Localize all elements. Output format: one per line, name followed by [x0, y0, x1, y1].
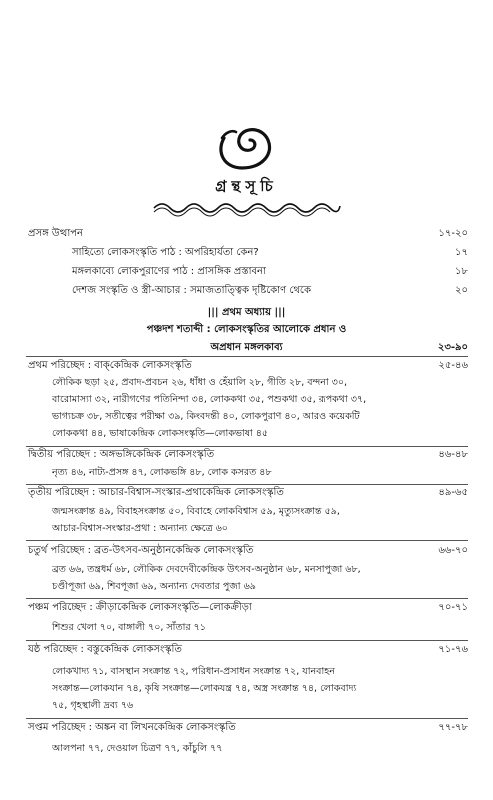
contents-line: জন্মসংক্রান্ত ৪৯, বিবাহসংক্রান্ত ৫০, বিবাহে লোকবিশ্বাস ৫৯, মৃত্যুসংক্রান্ত ৫৯,: [52, 506, 340, 517]
part-title: ||| প্রথম অধ্যায় |||: [207, 307, 286, 318]
part-subtitle-text: অপ্রধান মঙ্গলকাব্য: [210, 342, 283, 353]
chapter-contents: [52, 561, 418, 595]
chapter-title: চতুর্থ পরিচ্ছেদ : ব্রত-উৎসব-অনুষ্ঠানকেন্দ্রিক লোকসংস্কৃতি: [28, 545, 254, 556]
divider: [26, 598, 468, 599]
divider: [26, 718, 468, 719]
divider: [26, 540, 468, 541]
subentry-page: ১৭: [455, 247, 468, 258]
toc-entry-chapter-4[interactable]: [28, 543, 468, 558]
subentry-label: সাহিত্যে লোকসংস্কৃতি পাঠ : অপরিহার্যতা কেন?: [72, 247, 259, 258]
chapter-contents: [52, 740, 418, 757]
toc-entry-intro[interactable]: [28, 226, 468, 241]
chapter-title: প্রথম পরিচ্ছেদ : বাক্‌কেন্দ্রিক লোকসংস্কৃতি: [28, 360, 192, 371]
contents-line: শিশুর খেলা ৭০, বাঙ্গালী ৭০, সাঁতার ৭১: [52, 622, 206, 633]
chapter-title: যষ্ঠ পরিচ্ছেদ : বস্তুকেন্দ্রিক লোকসংস্কৃতি: [28, 644, 182, 655]
contents-line: লৌকিক ছড়া ২৫, প্রবাদ-প্রবচন ২৬, ধাঁধা ও হেঁয়ালি ২৮, গীতি ২৮, বন্দনা ৩০,: [52, 377, 348, 388]
contents-line: ভাগ্যচক্র ৩৮, সতীত্বের পরীক্ষা ৩৯, কিংবদন্তী ৪০, লোকপুরাণ ৪০, আরও কয়েকটি: [52, 411, 360, 422]
chapter-contents: [52, 464, 418, 481]
subentry-label: মঙ্গলকাব্যে লোকপুরাণের পাঠ : প্রাসঙ্গিক প্রস্তাবনা: [72, 266, 266, 277]
contents-line: আচার-বিশ্বাস-সংস্কার-প্রথা : অন্যান্য ক্ষেত্রে ৬০: [52, 523, 228, 534]
chapter-pages: ৪৯-৬৫: [438, 487, 468, 498]
chapter-pages: ৬৬-৭০: [438, 545, 468, 556]
contents-line: লোকখাদ্য ৭১, বাসস্থান সংক্রান্ত ৭২, পরিধান-প্রসাধন সংক্রান্ত ৭২, যানবাহন: [52, 666, 335, 677]
subentry-page: ২০: [454, 285, 468, 296]
part-subtitle-line2: [0, 340, 493, 355]
toc-subentry[interactable]: [72, 264, 468, 279]
ornamental-wave-divider-icon: [152, 198, 342, 218]
part-pages: ২৩-৯০: [437, 342, 468, 353]
contents-line: ৭৫, গৃহস্থালী দ্রব্য ৭৬: [52, 700, 134, 711]
chapter-contents: [52, 619, 418, 636]
chapter-pages: ৭০-৭১: [438, 602, 468, 613]
toc-subentry[interactable]: [72, 245, 468, 260]
chapter-contents: [52, 503, 418, 537]
contents-line: বারোমাস্যা ৩২, নারীগণের পতিনিন্দা ৩৪, লোককথা ৩৫, পশুকথা ৩৫, রূপকথা ৩৭,: [52, 394, 367, 405]
toc-heading: গ্রন্থসূচি: [215, 177, 278, 195]
chapter-contents: [52, 663, 418, 714]
toc-entry-chapter-2[interactable]: [28, 447, 468, 462]
contents-line: ব্রত ৬৬, তন্ত্রধর্ম ৬৮, লৌকিক দেবদেবীকেন্দ্রিক উৎসব-অনুষ্ঠান ৬৮, মনসাপুজা ৬৮,: [52, 564, 361, 575]
toc-entry-chapter-7[interactable]: [28, 720, 468, 735]
chapter-pages: ৭১-৭৬: [438, 644, 468, 655]
contents-line: নৃত্য ৪৬, নাট্য-প্রসঙ্গ ৪৭, লোকভঙ্গি ৪৮, লোক কসরত ৪৮: [52, 467, 272, 478]
part-subtitle-line1: পঞ্চদশ শতাব্দী : লোকসংস্কৃতির আলোকে প্রধান ও: [146, 324, 347, 335]
subentry-page: ১৮: [455, 266, 468, 277]
divider: [26, 640, 468, 641]
contents-line: সংক্রান্ত—লোকযান ৭৪, কৃষি সংক্রান্ত—লোকযন্ত্র ৭৪, অস্ত্র সংক্রান্ত ৭৪, লোকবাদ্য: [52, 683, 357, 694]
intro-pages: ১৭-২০: [438, 228, 468, 239]
chapter-title: দ্বিতীয় পরিচ্ছেদ : অঙ্গভঙ্গিকেন্দ্রিক লোকসংস্কৃতি: [28, 449, 215, 460]
intro-title: প্রসঙ্গ উত্থাপন: [28, 228, 83, 239]
chapter-pages: ২৫-৪৬: [438, 360, 468, 371]
chapter-pages: ৭৭-৭৮: [438, 722, 468, 733]
chapter-pages: ৪৬-৪৮: [438, 449, 468, 460]
toc-entry-chapter-1[interactable]: [28, 358, 468, 373]
chapter-contents: [52, 374, 418, 442]
contents-line: আলপনা ৭৭, দেওয়াল চিত্রণ ৭৭, কাঁচুলি ৭৭: [52, 743, 223, 754]
chapter-title: পঞ্চম পরিচ্ছেদ : ক্রীড়াকেন্দ্রিক লোকসংস্কৃতি—লোকক্রীড়া: [28, 602, 252, 613]
contents-line: লোককথা ৪৪, ভাষাকেন্দ্রিক লোকসংস্কৃতি—লোকভাষা ৪৫: [52, 428, 269, 439]
chapter-title: তৃতীয় পরিচ্ছেদ : আচার-বিশ্বাস-সংস্কার-প্রথাকেন্দ্রিক লোকসংস্কৃতি: [28, 487, 284, 498]
toc-subentry[interactable]: [72, 283, 468, 298]
toc-entry-chapter-6[interactable]: [28, 642, 468, 657]
divider: [26, 356, 468, 357]
toc-entry-chapter-3[interactable]: [28, 485, 468, 500]
toc-entry-chapter-5[interactable]: [28, 600, 468, 615]
contents-line: চণ্ডীপূজা ৬৯, শিবপূজা ৬৯, অন্যান্য দেবতার পুজা ৬৯: [52, 581, 256, 592]
chapter-title: সপ্তম পরিচ্ছেদ : অঙ্কন বা লিখনকেন্দ্রিক লোকসংস্কৃতি: [28, 722, 236, 733]
hand-drawn-monogram-icon: [210, 118, 280, 174]
subentry-label: দেশজ সংস্কৃতি ও স্ত্রী-আচার : সমাজতাত্ত্বিক দৃষ্টিকোণ থেকে: [72, 285, 311, 296]
